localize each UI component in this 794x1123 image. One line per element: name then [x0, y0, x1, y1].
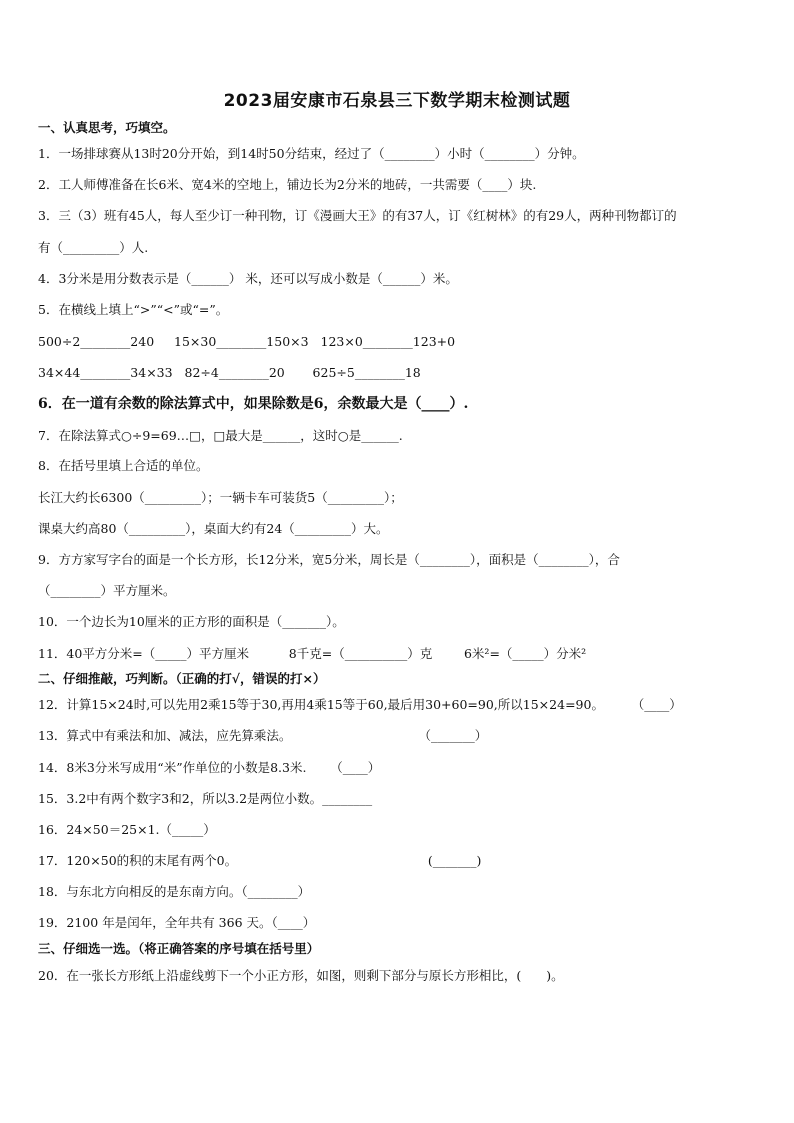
question-3-cont: 有（_________）人.: [38, 240, 149, 255]
question-9-cont: （________）平方厘米。: [38, 583, 176, 598]
question-19: 19．2100 年是闰年，全年共有 366 天。（____）: [38, 915, 316, 930]
question-13: 13．算式中有乘法和加、减法，应先算乘法。 （_______）: [38, 728, 488, 743]
question-8-row-2: 课桌大约高80（_________），桌面大约有24（_________）大。: [38, 521, 389, 536]
question-8-row-1: 长江大约长6300（_________）；一辆卡车可装货5（_________）；: [38, 490, 403, 505]
question-14: 14．8米3分米写成用“米”作单位的小数是8.3米. （____）: [38, 760, 381, 775]
question-2: 2．工人师傅准备在长6米、宽4米的空地上，铺边长为2分米的地砖，一共需要（____）块.: [38, 177, 537, 192]
question-5-row-1: 500÷2________240 15×30________150×3 123×0________123+0: [38, 334, 456, 349]
exam-title: 2023届安康市石泉县三下数学期末检测试题: [223, 91, 571, 111]
section-1-heading: 一、认真思考，巧填空。: [38, 120, 176, 135]
question-1: 1．一场排球赛从13时20分开始，到14时50分结束，经过了（________）小时（________）分钟。: [38, 146, 585, 161]
section-3-heading: 三、仔细选一选。（将正确答案的序号填在括号里）: [38, 941, 320, 956]
question-12: 12．计算15×24时,可以先用2乘15等于30,再用4乘15等于60,最后用30+60=90,所以15×24=90。 （____）: [38, 697, 682, 712]
question-16: 16．24×50＝25×1.（_____）: [38, 822, 216, 837]
question-15: 15．3.2中有两个数字3和2，所以3.2是两位小数。________: [38, 791, 373, 806]
question-3: 3．三（3）班有45人，每人至少订一种刊物，订《漫画大王》的有37人，订《红树林》的有29人，两种刊物都订的: [38, 208, 677, 223]
question-5: 5．在横线上填上“>”“<”或“=”。: [38, 302, 229, 317]
question-9: 9．方方家写字台的面是一个长方形，长12分米，宽5分米，周长是（________），面积是（________），合: [38, 552, 620, 567]
question-18: 18．与东北方向相反的是东南方向。（________）: [38, 884, 311, 899]
section-2-heading: 二、仔细推敲，巧判断。（正确的打√，错误的打×）: [38, 671, 326, 686]
question-4: 4．3分米是用分数表示是（______） 米，还可以写成小数是（______）米。: [38, 271, 458, 286]
question-11: 11．40平方分米=（_____）平方厘米 8千克=（__________）克 6米²=（_____）分米²: [38, 646, 587, 661]
question-8: 8．在括号里填上合适的单位。: [38, 458, 209, 473]
question-17: 17．120×50的积的末尾有两个0。 (_______): [38, 853, 482, 868]
question-7: 7．在除法算式○÷9=69…□，□最大是______，这时○是______.: [38, 428, 403, 443]
question-5-row-2: 34×44________34×33 82÷4________20 625÷5________18: [38, 365, 421, 380]
question-10: 10．一个边长为10厘米的正方形的面积是（_______）。: [38, 614, 345, 629]
question-20: 20．在一张长方形纸上沿虚线剪下一个小正方形，如图，则剩下部分与原长方形相比，( )。: [38, 968, 564, 983]
question-6: 6．在一道有余数的除法算式中，如果除数是6，余数最大是（____）.: [38, 396, 469, 412]
